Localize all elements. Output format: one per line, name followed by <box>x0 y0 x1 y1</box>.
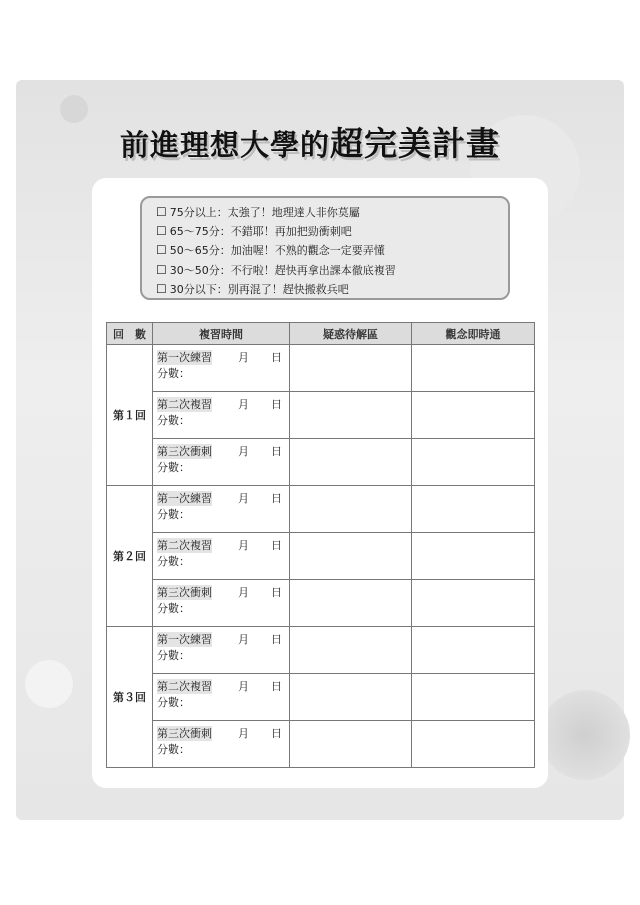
day-label: 日 <box>271 633 282 646</box>
header-round: 回 數 <box>107 323 153 345</box>
review-time-cell[interactable] <box>153 533 290 580</box>
legend-comment: ：不錯耶！再加把勁衝刺吧 <box>219 225 352 239</box>
stage-label: 第一次練習 <box>157 633 212 646</box>
concepts-cell[interactable] <box>412 345 535 392</box>
concepts-cell[interactable] <box>412 580 535 627</box>
month-label: 月 <box>238 633 249 646</box>
concepts-cell[interactable] <box>412 721 535 768</box>
stage-label: 第二次複習 <box>157 539 212 552</box>
concepts-cell[interactable] <box>412 674 535 721</box>
checkbox[interactable]: ☐ <box>156 281 167 296</box>
day-label: 日 <box>271 398 282 411</box>
questions-cell[interactable] <box>290 627 412 674</box>
score-label: 分數： <box>157 696 190 709</box>
review-time-cell[interactable] <box>153 580 290 627</box>
month-label: 月 <box>238 398 249 411</box>
month-label: 月 <box>238 680 249 693</box>
checkbox[interactable]: ☐ <box>156 243 167 258</box>
concepts-cell[interactable] <box>412 533 535 580</box>
score-label: 分數： <box>157 461 190 474</box>
round-label: 第１回 <box>107 345 153 486</box>
legend-comment: ：太強了！地理達人非你莫屬 <box>216 206 360 219</box>
day-label: 日 <box>271 539 282 552</box>
review-time-cell[interactable] <box>153 674 290 721</box>
questions-cell[interactable] <box>290 674 412 721</box>
checkbox[interactable]: ☐ <box>156 262 167 277</box>
questions-cell[interactable] <box>290 392 412 439</box>
questions-cell[interactable] <box>290 345 412 392</box>
stage-label: 第一次練習 <box>157 492 212 505</box>
legend-item <box>156 222 508 241</box>
day-label: 日 <box>271 680 282 693</box>
month-label: 月 <box>238 586 249 599</box>
checkbox[interactable]: ☐ <box>156 224 167 239</box>
concepts-cell[interactable] <box>412 439 535 486</box>
day-label: 日 <box>271 351 282 364</box>
score-label: 分數： <box>157 602 190 615</box>
legend-item <box>156 261 508 280</box>
day-label: 日 <box>271 492 282 505</box>
month-label: 月 <box>238 351 249 364</box>
score-label: 分數： <box>157 743 190 756</box>
month-label: 月 <box>238 539 249 552</box>
review-time-cell[interactable] <box>153 439 290 486</box>
legend-range: 30分以下 <box>169 282 217 296</box>
month-label: 月 <box>238 727 249 740</box>
stage-label: 第二次複習 <box>157 398 212 411</box>
score-label: 分數： <box>157 649 190 662</box>
review-time-cell[interactable] <box>153 721 290 768</box>
stage-label: 第三次衝刺 <box>157 445 212 458</box>
decorative-circle <box>540 690 630 780</box>
stage-label: 第三次衝刺 <box>157 586 212 599</box>
legend-item <box>156 241 508 260</box>
questions-cell[interactable] <box>290 580 412 627</box>
table-row <box>107 486 535 533</box>
checkbox[interactable]: ☐ <box>156 205 167 219</box>
review-time-cell[interactable] <box>153 486 290 533</box>
day-label: 日 <box>271 445 282 458</box>
legend-comment: ：不行啦！趕快再拿出課本徹底複習 <box>219 263 396 277</box>
month-label: 月 <box>238 492 249 505</box>
questions-cell[interactable] <box>290 721 412 768</box>
round-label: 第２回 <box>107 486 153 627</box>
day-label: 日 <box>271 727 282 740</box>
score-label: 分數： <box>157 508 190 521</box>
review-plan-table <box>106 322 535 768</box>
stage-label: 第二次複習 <box>157 680 212 693</box>
page-title-emphasis: 超完美計畫 <box>330 124 501 163</box>
review-time-cell[interactable] <box>153 392 290 439</box>
header-review-time: 複習時間 <box>153 323 290 345</box>
table-header-row <box>107 323 535 345</box>
legend-comment: ：加油喔！不熟的觀念一定要弄懂 <box>219 244 385 258</box>
questions-cell[interactable] <box>290 533 412 580</box>
round-label: 第３回 <box>107 627 153 768</box>
month-label: 月 <box>238 445 249 458</box>
table-row <box>107 627 535 674</box>
table-row <box>107 580 535 627</box>
stage-label: 第一次練習 <box>157 351 212 364</box>
legend-range: 30～50分 <box>169 263 220 277</box>
score-label: 分數： <box>157 414 190 427</box>
legend-item <box>156 280 508 299</box>
legend-item <box>156 203 508 222</box>
decorative-circle <box>60 95 88 123</box>
legend-range: 50～65分 <box>169 244 220 258</box>
concepts-cell[interactable] <box>412 486 535 533</box>
legend-range: 75分以上 <box>169 206 217 219</box>
score-label: 分數： <box>157 367 190 380</box>
header-concepts: 觀念即時通 <box>412 323 535 345</box>
score-legend <box>140 196 510 300</box>
decorative-circle <box>25 660 73 708</box>
review-time-cell[interactable] <box>153 627 290 674</box>
header-questions: 疑惑待解區 <box>290 323 412 345</box>
questions-cell[interactable] <box>290 439 412 486</box>
legend-comment: ：別再混了！趕快搬救兵吧 <box>216 282 349 296</box>
day-label: 日 <box>271 586 282 599</box>
table-row <box>107 533 535 580</box>
table-row <box>107 439 535 486</box>
legend-range: 65～75分 <box>169 225 220 239</box>
score-label: 分數： <box>157 555 190 568</box>
concepts-cell[interactable] <box>412 627 535 674</box>
page-title-main: 前進理想大學的 <box>120 128 331 162</box>
concepts-cell[interactable] <box>412 392 535 439</box>
page-title <box>120 118 540 166</box>
table-row <box>107 345 535 392</box>
table-row <box>107 674 535 721</box>
table-row <box>107 392 535 439</box>
questions-cell[interactable] <box>290 486 412 533</box>
stage-label: 第三次衝刺 <box>157 727 212 740</box>
table-row <box>107 721 535 768</box>
review-time-cell[interactable] <box>153 345 290 392</box>
